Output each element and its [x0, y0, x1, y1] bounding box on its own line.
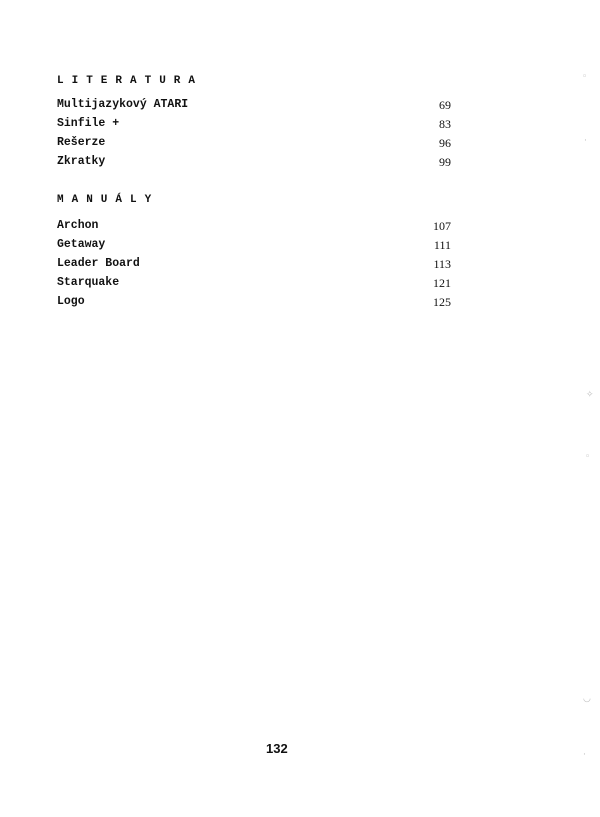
toc-entry-title: Starquake — [57, 276, 120, 289]
page-number: 132 — [266, 741, 288, 756]
toc-entry-title: Leader Board — [57, 257, 140, 270]
toc-entry-page: 121 — [433, 276, 451, 290]
toc-entry-title: Archon — [57, 219, 99, 232]
scan-speck: · — [584, 136, 587, 146]
scan-speck: ◦ — [585, 452, 591, 462]
toc-entry-page: 83 — [439, 117, 451, 131]
section-heading-manualy: MANUÁLY — [57, 194, 160, 206]
toc-row — [57, 238, 451, 254]
scan-speck: ◡ — [583, 694, 591, 704]
toc-entry-title: Logo — [57, 295, 85, 308]
toc-row — [57, 155, 451, 171]
toc-row — [57, 219, 451, 235]
toc-entry-page: 111 — [433, 238, 451, 252]
toc-entry-title: Sinfile + — [57, 117, 120, 130]
toc-entry-page: 69 — [439, 98, 451, 112]
toc-entry-page: 107 — [433, 219, 451, 233]
toc-entry-page: 125 — [433, 295, 451, 309]
scan-speck: · — [583, 750, 586, 760]
toc-row — [57, 295, 451, 311]
toc-entry-title: Zkratky — [57, 155, 106, 168]
toc-entry-title: Multijazykový ATARI — [57, 98, 189, 111]
toc-row — [57, 117, 451, 133]
toc-row — [57, 136, 451, 152]
scan-speck: ✧ — [586, 390, 594, 400]
scan-speck: ◦ — [582, 72, 588, 82]
toc-row — [57, 276, 451, 292]
toc-entry-page: 99 — [439, 155, 451, 169]
toc-row — [57, 257, 451, 273]
toc-entry-title: Rešerze — [57, 136, 106, 149]
toc-entry-page: 113 — [433, 257, 451, 271]
toc-row — [57, 98, 451, 114]
toc-entry-title: Getaway — [57, 238, 106, 251]
section-heading-literatura: LITERATURA — [57, 75, 204, 87]
toc-entry-page: 96 — [439, 136, 451, 150]
